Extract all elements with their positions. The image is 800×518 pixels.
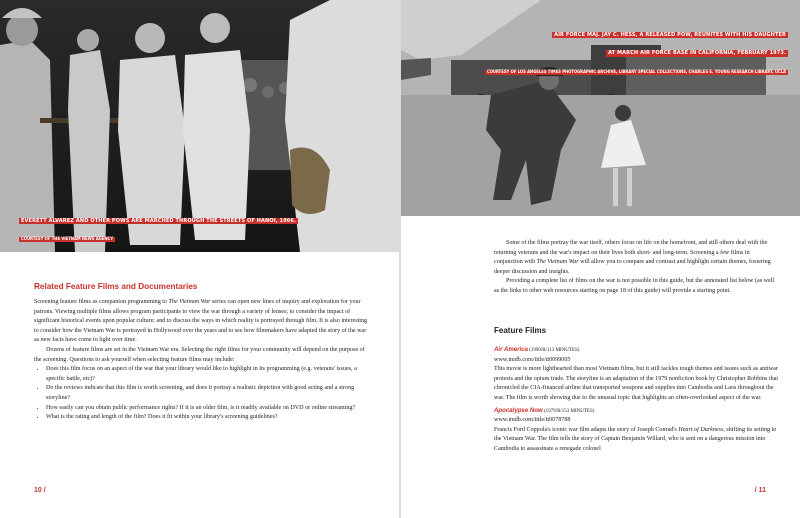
caption-text: EVERETT ALVAREZ AND OTHER POWS ARE MARCHED THROUGH THE STREETS OF HANOI, 1966. bbox=[21, 218, 296, 224]
caption-credit: COURTESY OF THE VIETNAM NEWS AGENCY bbox=[21, 236, 114, 242]
question-list bbox=[34, 365, 369, 423]
film-entry-air-america bbox=[494, 345, 779, 404]
right-body-text bbox=[494, 239, 779, 297]
film-url[interactable]: www.imdb.com/title/tt0099005 bbox=[494, 356, 571, 363]
film-meta: (1979/R/153 MINUTES) bbox=[542, 408, 595, 414]
left-body-text bbox=[34, 298, 369, 423]
caption-credit: COURTESY OF LOS ANGELES TIMES PHOTOGRAPHIC ARCHIVE, LIBRARY SPECIAL COLLECTIONS, CHARLES E. YOUNG RESEARCH LIBRARY, UCLA bbox=[486, 68, 786, 74]
left-page bbox=[0, 0, 399, 518]
section-heading: Related Feature Films and Documentaries bbox=[34, 282, 198, 291]
photo-caption bbox=[19, 208, 298, 245]
selection-paragraph: Dozens of feature films are set in the Vietnam War era. Selecting the right films for your community will depend on the purpose of the screening. Questions to ask yourself when selecting feature films may include: bbox=[34, 346, 365, 363]
pow-reunion-photo bbox=[401, 0, 800, 216]
pow-march-photo bbox=[0, 0, 399, 252]
film-url[interactable]: www.imdb.com/title/tt0078788 bbox=[494, 417, 571, 424]
intro-paragraph: Some of the films portray the war itself, others focus on life on the homefront, and still others deal with the returning veterans and the war's impact on their lives both short- and long-term. Screening a few films in conjunction with The Vietnam War will allow you to compare and contrast and highlight certain themes, fostering deeper discussion and insights. bbox=[494, 240, 771, 275]
list-item: • What is the rating and length of the film? Does it fit within your library's screening guidelines? bbox=[46, 413, 369, 423]
film-title: Air America bbox=[494, 346, 528, 353]
list-item: • Do the reviews indicate that this film is worth screening, and does it portray a realistic depiction with good acting and a strong storyline? bbox=[46, 384, 369, 403]
film-entry-apocalypse-now bbox=[494, 406, 779, 455]
film-title: Apocalypse Now bbox=[494, 406, 543, 414]
page-number-right: / 11 bbox=[754, 487, 766, 494]
film-list bbox=[494, 345, 779, 455]
caption-text-line2: AT MARCH AIR FORCE BASE IN CALIFORNIA, FEBRUARY 1973. bbox=[608, 50, 786, 57]
feature-films-heading: Feature Films bbox=[494, 326, 547, 335]
film-meta: (1990/R/113 MINUTES) bbox=[527, 348, 580, 353]
right-page bbox=[401, 0, 800, 518]
list-item: • Does this film focus on an aspect of the war that your library would like to highlight in its programming (e.g. veterans' issues, a specific battle, etc)? bbox=[46, 365, 369, 384]
film-description: Francis Ford Coppola's iconic war film adapts the story of Joseph Conrad's Heart of Darkness, shifting its setting to the Vietnam War. The film tells the story of Captain Benjamin Willard, who is sent on a dangerous mission into Cambodia to assassinate a renegade colonel bbox=[494, 426, 777, 452]
intro-paragraph: Screening feature films as companion programming to The Vietnam War series can open new lines of inquiry and exploration for your patrons. Viewing multiple films allows program participants to view the war through a variety of lenses; to consider the impact of significant historical events upon popular culture; and to discuss the ways in which reality is portrayed through film. It is also interesting to consider how the Vietnam War is portrayed in Hollywood over the years and to see how filmmakers have adapted the story of the war as new facts have come to light over time. bbox=[34, 299, 368, 344]
photo-caption bbox=[485, 22, 788, 77]
caption-text-line1: AIR FORCE MAJ. JAY C. HESS, A RELEASED POW, REUNITES WITH HIS DAUGHTER bbox=[554, 32, 786, 38]
list-item: • How easily can you obtain public performance rights? If it is an older film, is it readily available on DVD or online streaming? bbox=[46, 404, 369, 414]
film-description: This movie is more lighthearted than most Vietnam films, but it still tackles tough themes and issues such as antiwar protests and the opium trade. The storyline is an adaptation of the 1979 nonfiction book by Christopher Robbins that chronicled the CIA-financed airline that transported weapons and supplies into Cambodia and Laos throughout the war. The film is worth showing due to the unusual topic that highlights an often-overlooked aspect of the war. bbox=[494, 366, 779, 401]
page-number-left: 10 / bbox=[34, 487, 46, 494]
list-intro-paragraph: Providing a complete list of films on the war is not possible in this guide, but the annotated list below (as well as the links to other web resources starting on page 18 of this guide) will provide a starting point. bbox=[494, 278, 775, 294]
